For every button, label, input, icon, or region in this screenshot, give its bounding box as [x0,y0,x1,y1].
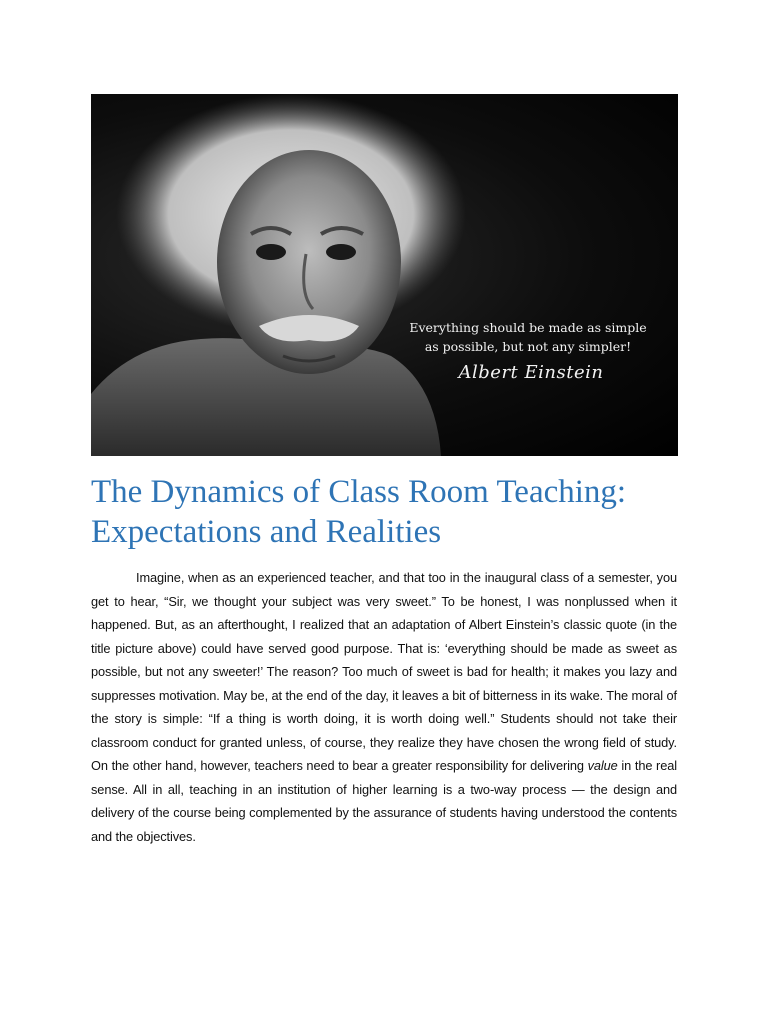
article-body [91,566,677,848]
title-line-1: The Dynamics of Class Room Teaching: [91,474,627,510]
quote-text [403,318,653,356]
body-text-part-2: in the real sense. All in all, teaching in an institution of higher learning is a two-way process — the design and delivery of the course being complemented by the assurance of students having understood the contents and the objectives. [91,758,677,844]
portrait-illustration [91,94,678,456]
article-title [91,472,691,552]
quote-line-1: Everything should be made as simple [409,320,647,335]
body-emphasis: value [587,758,618,773]
quote-line-2: as possible, but not any simpler! [424,339,632,354]
title-picture [91,94,678,456]
title-line-2: Expectations and Realities [91,514,442,550]
signature: Albert Einstein [458,362,604,383]
body-text-part-1: Imagine, when as an experienced teacher, and that too in the inaugural class of a semester, you get to hear, “Sir, we thought your subject was very sweet.” To be honest, I was nonplussed when it happened. But, as an afterthought, I realized that an adaptation of Albert Einstein’s classic quote (in the title picture above) could have served good purpose. That is: ‘everything should be made as sweet as possible, but not any sweeter!’ The reason? Too much of sweet is bad for health; it makes you lazy and suppresses motivation. May be, at the end of the day, it leaves a bit of bitterness in its wake. The moral of the story is simple: “If a thing is worth doing, it is worth doing well.” Students should not take their classroom conduct for granted unless, of course, they realize they have chosen the wrong field of study. On the other hand, however, teachers need to bear a greater responsibility for delivering [91,570,677,773]
